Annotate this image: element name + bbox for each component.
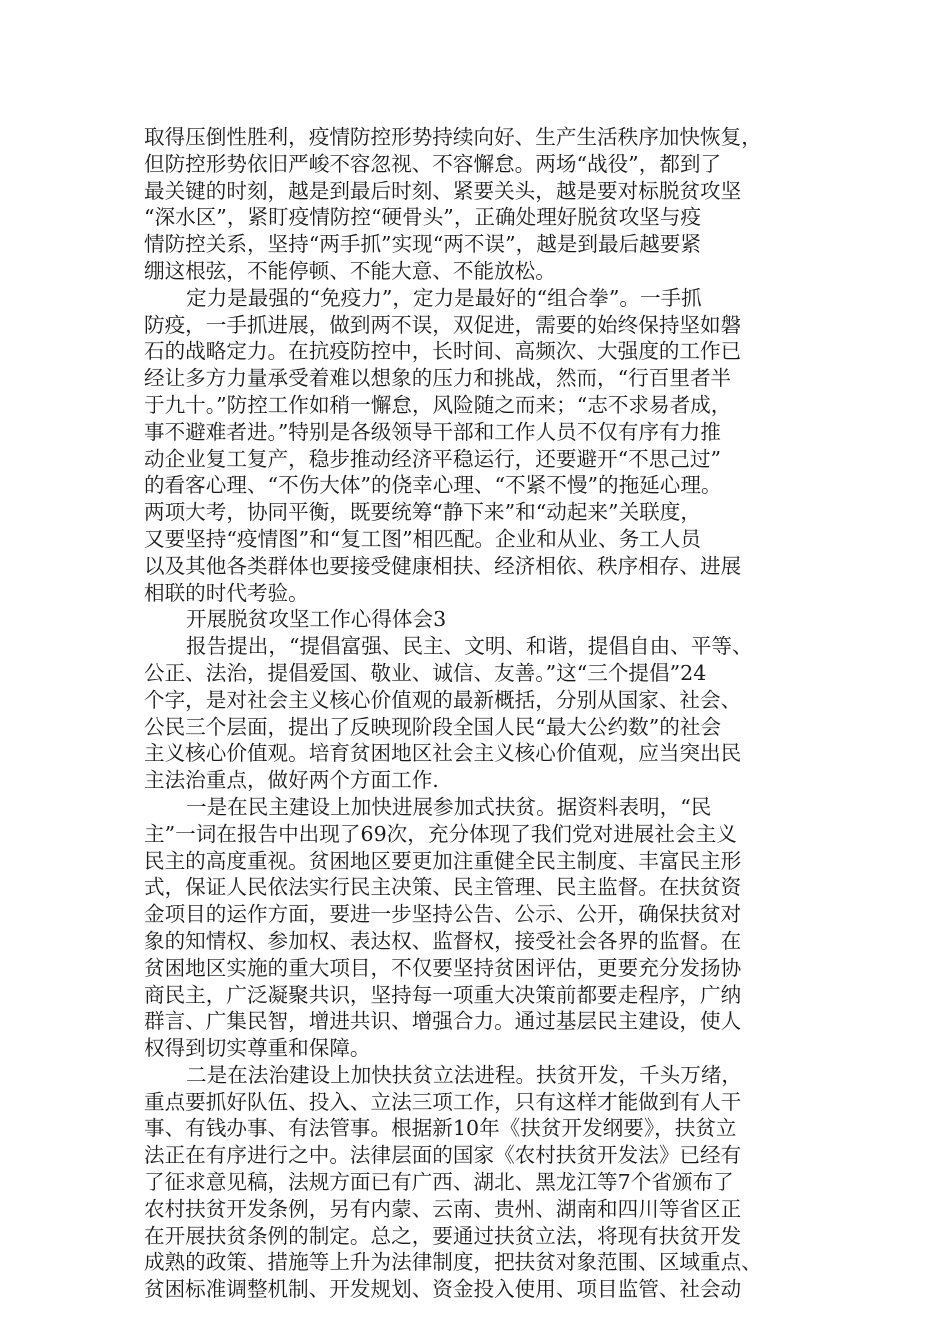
text-line: 情防控关系，坚持“两手抓”实现“两不误”，越是到最后越要紧 xyxy=(144,232,701,257)
paragraph-first-line: 定力是最强的“免疫力”，定力是最好的“组合拳”。一手抓 xyxy=(186,285,702,310)
text-line: 的看客心理、“不伤大体”的侥幸心理、“不紧不慢”的拖延心理。 xyxy=(144,473,722,498)
text-line: 于九十。”防控工作如稍一懈怠，风险随之而来；“志不求易者成， xyxy=(144,392,732,417)
text-line: 石的战略定力。在抗疫防控中，长时间、高频次、大强度的工作已 xyxy=(144,339,742,364)
text-line: 公民三个层面，提出了反映现阶段全国人民“最大公约数”的社会 xyxy=(144,714,722,739)
text-line: 最关键的时刻，越是到最后时刻、紧要关头，越是要对标脱贫攻坚 xyxy=(144,178,742,203)
text-line: 金项目的运作方面，要进一步坚持公告、公示、公开，确保扶贫对 xyxy=(144,902,742,927)
text-line: 重点要抓好队伍、投入、立法三项工作，只有这样才能做到有人干 xyxy=(144,1089,742,1114)
text-line: 动企业复工复产，稳步推动经济平稳运行，还要避开“不思己过” xyxy=(144,446,722,471)
text-line: 个字，是对社会主义核心价值观的最新概括，分别从国家、社会、 xyxy=(144,687,742,712)
text-line: 相联的时代考验。 xyxy=(144,580,309,605)
text-line: 在开展扶贫条例的制定。总之，要通过扶贫立法，将现有扶贫开发 xyxy=(144,1223,742,1248)
text-line: 事不避难者进。”特别是各级领导干部和工作人员不仅有序有力推 xyxy=(144,419,721,444)
document-body xyxy=(144,124,824,1303)
text-line: 象的知情权、参加权、表达权、监督权，接受社会各界的监督。在 xyxy=(144,928,742,953)
text-line: 主”一词在报告中出现了69次，充分体现了我们党对进展社会主义 xyxy=(144,821,737,846)
text-line: 经让多方力量承受着难以想象的压力和挑战，然而，“行百里者半 xyxy=(144,366,732,391)
text-line: 两项大考，协同平衡，既要统筹“静下来”和“动起来”关联度， xyxy=(144,500,701,525)
text-line: 绷这根弦，不能停顿、不能大意、不能放松。 xyxy=(144,258,556,283)
text-line: 民主的高度重视。贫困地区要更加注重健全民主制度、丰富民主形 xyxy=(144,848,742,873)
text-line: 主法治重点，做好两个方面工作. xyxy=(144,768,439,793)
text-line: “深水区”，紧盯疫情防控“硬骨头”，正确处理好脱贫攻坚与疫 xyxy=(144,205,701,230)
text-line: 但防控形势依旧严峻不容忽视、不容懈怠。两场“战役”，都到了 xyxy=(144,151,722,176)
text-line: 防疫，一手抓进展，做到两不误，双促进，需要的始终保持坚如磐 xyxy=(144,312,742,337)
text-line: 又要坚持“疫情图”和“复工图”相匹配。企业和从业、务工人员 xyxy=(144,526,701,551)
text-line: 了征求意见稿，法规方面已有广西、湖北、黑龙江等7个省颁布了 xyxy=(144,1170,734,1195)
text-line: 公正、法治，提倡爱国、敬业、诚信、友善。”这“三个提倡”24 xyxy=(144,660,707,685)
text-line: 以及其他各类群体也要接受健康相扶、经济相依、秩序相存、进展 xyxy=(144,553,742,578)
paragraph-first-line: 一是在民主建设上加快进展参加式扶贫。据资料表明，“民 xyxy=(186,794,712,819)
text-line: 主义核心价值观。培育贫困地区社会主义核心价值观，应当突出民 xyxy=(144,741,742,766)
text-line: 法正在有序进行之中。法律层面的国家《农村扶贫开发法》已经有 xyxy=(144,1143,742,1168)
paragraph-first-line: 报告提出，“提倡富强、民主、文明、和谐，提倡自由、平等、 xyxy=(186,634,753,659)
text-line: 取得压倒性胜利，疫情防控形势持续向好、生产生活秩序加快恢复， xyxy=(144,125,762,149)
text-line: 群言、广集民智，增进共识、增强合力。通过基层民主建设，使人 xyxy=(144,1009,742,1034)
text-line: 权得到切实尊重和保障。 xyxy=(144,1036,371,1061)
text-line: 事、有钱办事、有法管事。根据新10年《扶贫开发纲要》，扶贫立 xyxy=(144,1116,737,1141)
paragraph-first-line: 二是在法治建设上加快扶贫立法进程。扶贫开发，千头万绪， xyxy=(186,1062,743,1087)
text-line: 贫困地区实施的重大项目，不仅要坚持贫困评估，更要充分发扬协 xyxy=(144,955,742,980)
text-line: 商民主，广泛凝聚共识，坚持每一项重大决策前都要走程序，广纳 xyxy=(144,982,742,1007)
text-line: 式，保证人民依法实行民主决策、民主管理、民主监督。在扶贫资 xyxy=(144,875,742,900)
text-line: 农村扶贫开发条例，另有内蒙、云南、贵州、湖南和四川等省区正 xyxy=(144,1196,742,1221)
text-line: 贫困标准调整机制、开发规划、资金投入使用、项目监管、社会动 xyxy=(144,1277,742,1302)
paragraph-first-line: 开展脱贫攻坚工作心得体会3 xyxy=(186,607,447,632)
text-line: 成熟的政策、措施等上升为法律制度，把扶贫对象范围、区域重点、 xyxy=(144,1250,762,1275)
